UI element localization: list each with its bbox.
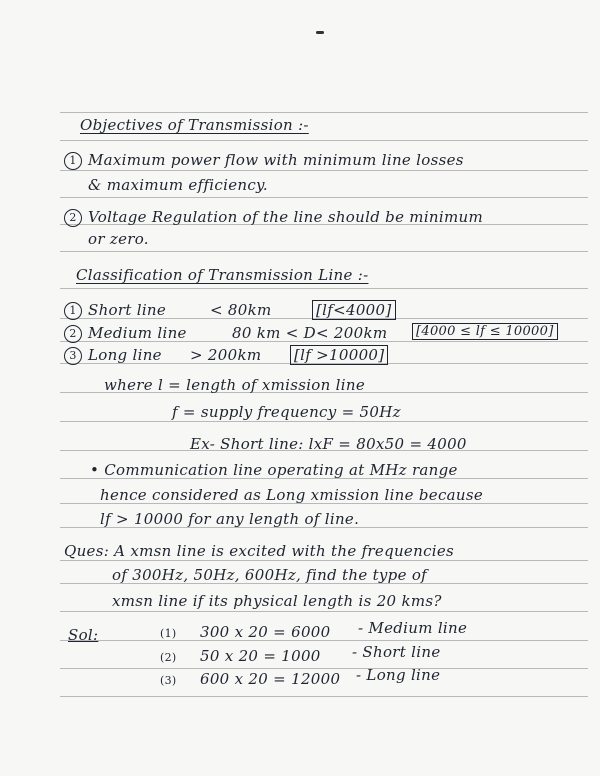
bracket-short: [312, 301, 396, 319]
question-line-2: of 300Hz, 50Hz, 600Hz, find the type of: [112, 566, 428, 584]
note-line-1: • Communication line operating at MHz range: [90, 461, 458, 479]
ruled-line: [60, 560, 588, 561]
objective-item-2-cont: or zero.: [88, 230, 149, 248]
objective-item-2: [64, 208, 483, 227]
note-line-2: hence considered as Long xmission line because: [100, 486, 484, 504]
range-medium: 80 km < D< 200km: [232, 324, 388, 342]
ink-mark: [316, 31, 324, 34]
frequency-definition: f = supply frequency = 50Hz: [172, 403, 401, 421]
solution-result-2: - Short line: [352, 643, 441, 661]
objective-item-1: [64, 151, 464, 170]
question-line-3: xmsn line if its physical length is 20 kms?: [112, 592, 442, 610]
item-number-badge: 2: [64, 325, 82, 343]
condition-box: [lf<4000]: [312, 300, 396, 320]
item-number-badge: 1: [64, 302, 82, 320]
ruled-line: [60, 170, 588, 171]
item-number-badge: 3: [64, 347, 82, 365]
ruled-line: [60, 251, 588, 252]
question-line-1: Ques: A xmsn line is excited with the frequencies: [64, 542, 455, 560]
classification-title: Classification of Transmission Line :-: [76, 266, 369, 284]
note-line-3: lf > 10000 for any length of line.: [100, 510, 360, 528]
solution-row-1: [160, 623, 176, 641]
row-number: (1): [160, 627, 177, 640]
line-type: Short line: [88, 301, 167, 319]
ruled-line: [60, 611, 588, 612]
ruled-line: [60, 668, 588, 669]
solution-expr-1: 300 x 20 = 6000: [200, 623, 331, 641]
objective-text: Maximum power flow with minimum line losses: [88, 151, 464, 169]
bracket-medium: [412, 324, 558, 339]
objective-item-1-cont: & maximum efficiency.: [88, 176, 268, 194]
example-line: Ex- Short line: lxF = 80x50 = 4000: [190, 435, 467, 453]
range-short: < 80km: [210, 301, 272, 319]
ruled-line: [60, 421, 588, 422]
ruled-line: [60, 140, 588, 141]
range-long: > 200km: [190, 346, 262, 364]
solution-expr-3: 600 x 20 = 12000: [200, 670, 341, 688]
bracket-long: [290, 346, 388, 364]
ruled-line: [60, 112, 588, 113]
solution-expr-2: 50 x 20 = 1000: [200, 647, 321, 665]
classification-row-long: [64, 346, 162, 365]
solution-result-1: - Medium line: [358, 619, 468, 637]
condition-box: [4000 ≤ lf ≤ 10000]: [412, 323, 558, 340]
objectives-title: Objectives of Transmission :-: [80, 116, 309, 134]
line-type: Medium line: [88, 324, 187, 342]
solution-result-3: - Long line: [356, 666, 441, 684]
solution-row-2: [160, 647, 176, 665]
line-type: Long line: [88, 346, 162, 364]
ruled-line: [60, 696, 588, 697]
solution-label: Sol:: [68, 626, 99, 644]
objective-text: Voltage Regulation of the line should be minimum: [88, 208, 483, 226]
ruled-line: [60, 288, 588, 289]
row-number: (2): [160, 651, 177, 664]
ruled-line: [60, 197, 588, 198]
classification-row-medium: [64, 324, 187, 343]
where-definition: where l = length of xmission line: [104, 376, 366, 394]
classification-row-short: [64, 301, 166, 320]
condition-box: [lf >10000]: [290, 345, 388, 365]
solution-row-3: [160, 670, 176, 688]
item-number-badge: 1: [64, 152, 82, 170]
item-number-badge: 2: [64, 209, 82, 227]
row-number: (3): [160, 674, 177, 687]
